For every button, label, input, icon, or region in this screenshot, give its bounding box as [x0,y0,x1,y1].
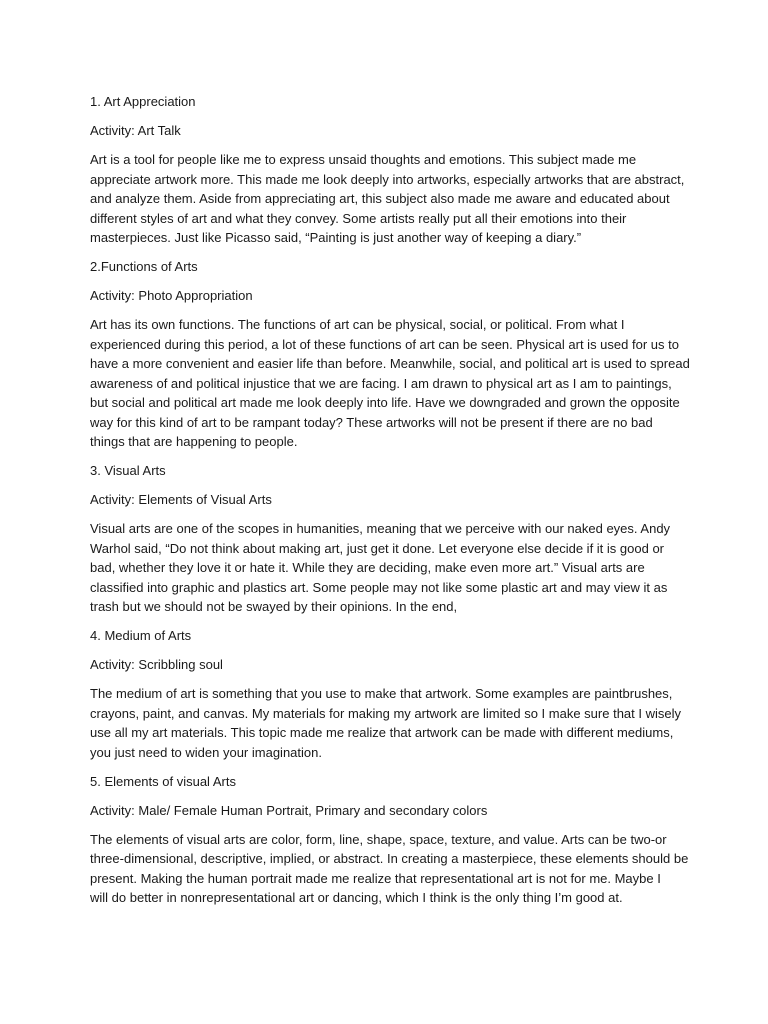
paragraph-line: The medium of art is something that you use to make that artwork. Some examples are paintbrushes, [90,686,673,701]
section-heading: 2.Functions of Arts [90,259,198,274]
paragraph-line: way for this kind of art to be rampant today? These artworks will not be present if there are no bad [90,414,653,430]
paragraph-line: use all my art materials. This topic made me realize that artwork can be made with different mediums, [90,725,674,740]
paragraph-line: awareness of and political injustice that we are facing. I am drawn to physical art as I am to paintings, [90,375,672,391]
document-page [90,92,710,917]
section-elements-of-visual-arts [90,772,710,908]
paragraph-line: Visual arts are one of the scopes in humanities, meaning that we perceive with our naked eyes. Andy [90,521,671,536]
section-heading: 4. Medium of Arts [90,628,192,643]
section-paragraph [90,150,710,248]
activity-label: Activity: Male/ Female Human Portrait, Primary and secondary colors [90,802,488,818]
activity-label: Activity: Elements of Visual Arts [90,492,272,507]
paragraph-line: and analyze them. Aside from appreciating art, this subject also made me aware and educated about [90,191,670,206]
paragraph-line: experienced during this period, a lot of these functions of art can be seen. Physical art is used for us to [90,336,679,352]
paragraph-line: masterpieces. Just like Picasso said, “Painting is just another way of keeping a diary.” [90,230,582,245]
paragraph-line: appreciate artwork more. This made me look deeply into artworks, especially artworks that are abstract, [90,171,685,187]
section-functions-of-arts [90,257,710,452]
paragraph-line: things that are happening to people. [90,434,298,449]
section-paragraph [90,830,710,908]
paragraph-line: have a more convenient and easier life than before. Meanwhile, social, and political art is used to spread [90,356,690,371]
paragraph-line: but social and political art made me look deeply into life. Have we downgraded and grown the opposite [90,395,680,410]
section-heading: 5. Elements of visual Arts [90,773,236,789]
paragraph-line: trash but we should not be swayed by their opinions. In the end, [90,599,458,614]
paragraph-line: Warhol said, “Do not think about making art, just get it done. Let everyone else decide if it is good or [90,540,664,556]
paragraph-line: bad, whether they love it or hate it. While they are deciding, make even more art.” Visual arts are [90,560,645,575]
section-paragraph [90,519,710,617]
paragraph-line: Art is a tool for people like me to express unsaid thoughts and emotions. This subject made me [90,152,637,167]
paragraph-line: classified into graphic and plastics art. Some people may not like some plastic art and may view it as [90,579,668,595]
section-paragraph [90,684,710,762]
paragraph-line: different styles of art and what they convey. Some artists really put all their emotions into their [90,210,627,226]
activity-label: Activity: Scribbling soul [90,657,223,672]
section-medium-of-arts [90,626,710,762]
activity-label: Activity: Photo Appropriation [90,288,253,303]
paragraph-line: Art has its own functions. The functions of art can be physical, social, or political. From what I [90,317,625,332]
paragraph-line: present. Making the human portrait made me realize that representational art is not for me. Maybe I [90,870,661,886]
section-visual-arts [90,461,710,617]
section-art-appreciation [90,92,710,248]
section-heading: 1. Art Appreciation [90,94,196,109]
paragraph-line: crayons, paint, and canvas. My materials for making my artwork are limited so I make sure that I wisely [90,705,681,721]
section-paragraph [90,315,710,452]
paragraph-line: three-dimensional, descriptive, implied, or abstract. In creating a masterpiece, these elements should be [90,851,689,866]
paragraph-line: The elements of visual arts are color, form, line, shape, space, texture, and value. Arts can be two-or [90,831,667,847]
paragraph-line: will do better in nonrepresentational art or dancing, which I think is the only thing I’m good at. [90,890,623,905]
paragraph-line: you just need to widen your imagination. [90,744,322,760]
activity-label: Activity: Art Talk [90,123,181,138]
section-heading: 3. Visual Arts [90,463,166,478]
